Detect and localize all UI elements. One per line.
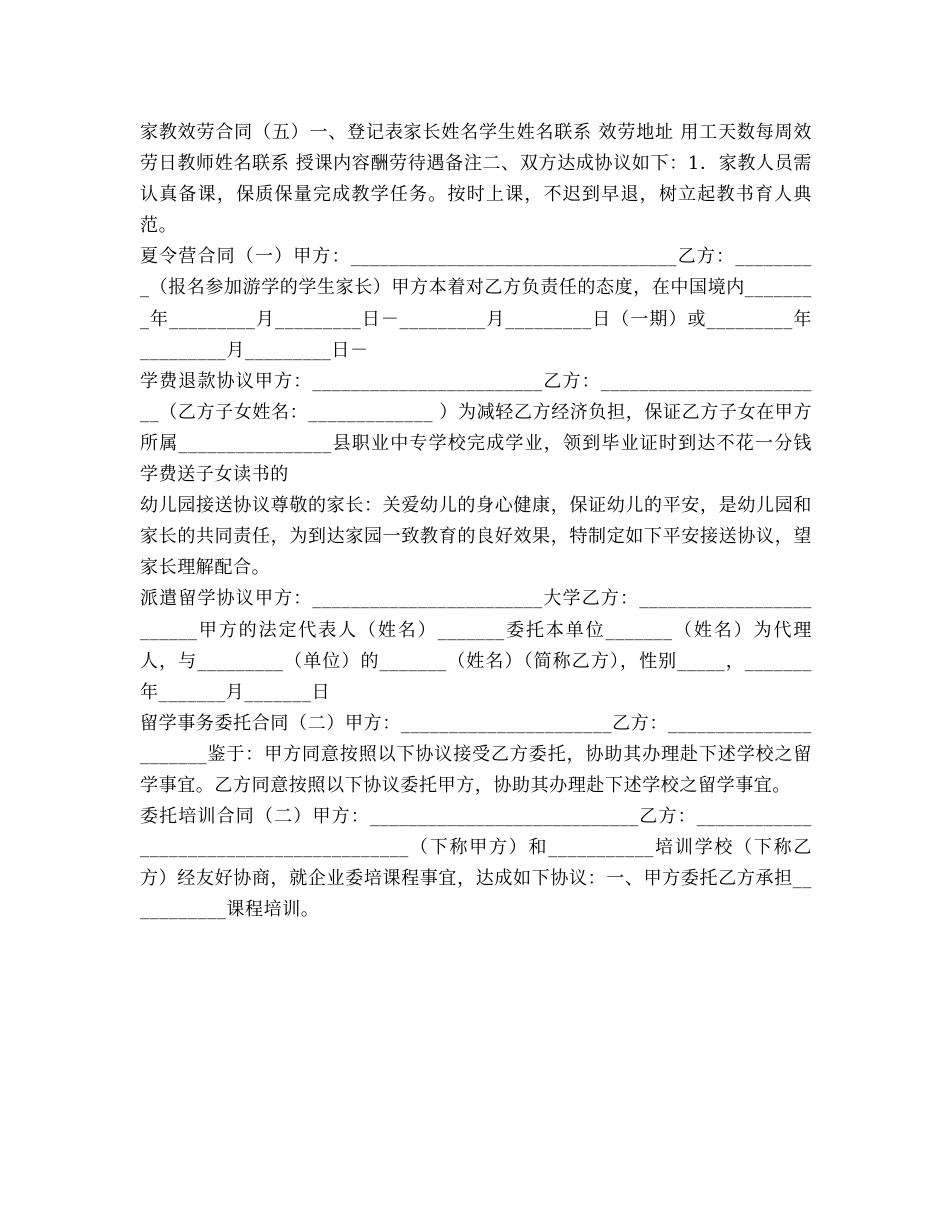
paragraph-home-tutoring-contract: 家教效劳合同（五）一、登记表家长姓名学生姓名联系 效劳地址 用工天数每周效劳日教师姓名联系 授课内容酬劳待遇备注二、双方达成协议如下：1．家教人员需认真备课，保质保量完成教学任务。按时上课，不迟到早退，树立起教书育人典范。 [140, 122, 812, 237]
paragraph-study-abroad-entrustment-contract: 留学事务委托合同（二）甲方：______________________乙方：______________________鉴于：甲方同意按照以下协议接受乙方委托，协助其办理赴下述学校之留学事宜。乙方同意按照以下协议委托甲方，协助其办理赴下述学校之留学事宜。 [140, 712, 812, 796]
paragraph-kindergarten-pickup-agreement: 幼儿园接送协议尊敬的家长：关爱幼儿的身心健康，保证幼儿的平安，是幼儿园和家长的共同责任，为到达家园一致教育的良好效果，特制定如下平安接送协议，望家长理解配合。 [140, 495, 812, 579]
paragraph-training-entrustment-contract: 委托培训合同（二）甲方：____________________________乙方：________________________________________（下称甲方）和___________培训学校（下称乙方）经友好协商，就企业委培课程事宜，达成如下协议：一、甲方委托乙方承担___________课程培训。 [140, 806, 812, 921]
paragraph-summer-camp-contract: 夏令营合同（一）甲方：__________________________________乙方：_________（报名参加游学的学生家长）甲方本着对乙方负责任的态度，在中国境内________年_________月_________日－_________月_________日（一期）或_________年_________月_________日－ [140, 246, 812, 361]
paragraph-study-abroad-dispatch-agreement: 派遣留学协议甲方：________________________大学乙方：________________________甲方的法定代表人（姓名）_______委托本单位_______（姓名）为代理人，与_________（单位）的_______（姓名）（简称乙方），性别_____，_______年_______月_______日 [140, 588, 812, 703]
document-body [140, 117, 812, 925]
paragraph-tuition-refund-agreement: 学费退款协议甲方：________________________乙方：________________________（乙方子女姓名：_____________ ）为减轻乙方经济负担，保证乙方子女在甲方所属________________县职业中专学校完成学业，领到毕业证时到达不花一分钱学费送子女读书的 [140, 370, 812, 486]
